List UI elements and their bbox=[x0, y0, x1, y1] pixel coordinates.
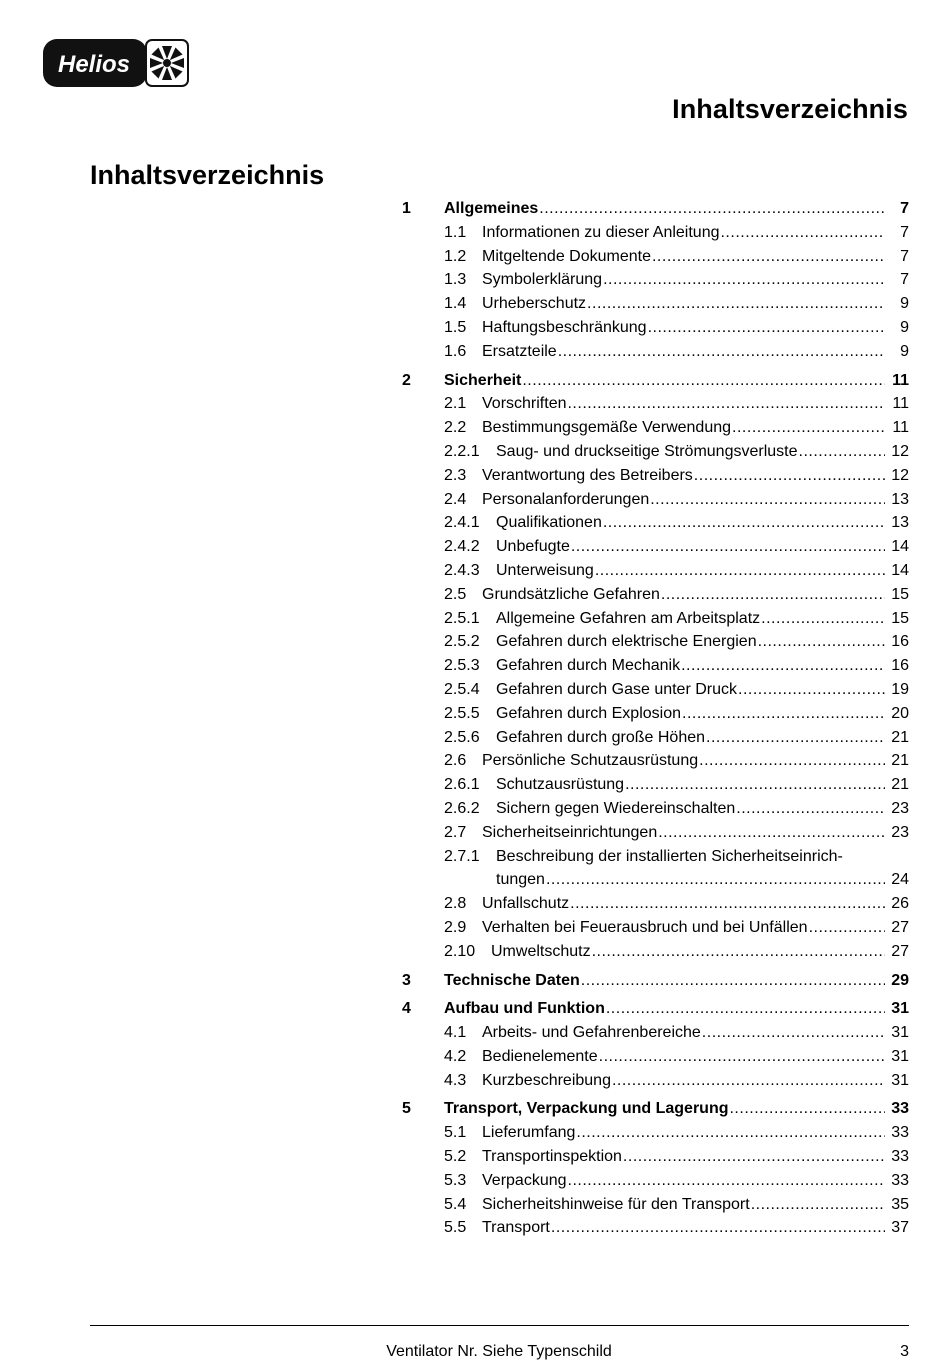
footer-divider bbox=[90, 1325, 909, 1326]
toc-leader-dots bbox=[603, 268, 885, 292]
toc-entry-number: 3 bbox=[402, 971, 411, 989]
toc-entry-label: Gefahren durch Gase unter Druck bbox=[496, 680, 738, 698]
toc-entry-page: 12 bbox=[891, 442, 909, 460]
toc-leader-dots bbox=[681, 654, 885, 678]
toc-entry-page: 13 bbox=[891, 514, 909, 532]
footer-text: Ventilator Nr. Siehe Typenschild bbox=[386, 1343, 612, 1360]
toc-leader-dots bbox=[625, 773, 885, 797]
toc-entry-page: 31 bbox=[891, 1047, 909, 1065]
toc-entry-number: 4.3 bbox=[444, 1071, 467, 1089]
toc-entry-number: 2.5.5 bbox=[444, 704, 480, 722]
toc-entry[interactable] bbox=[402, 997, 909, 1021]
toc-entry[interactable] bbox=[402, 607, 909, 631]
toc-entry-number: 5.1 bbox=[444, 1124, 467, 1142]
toc-leader-dots bbox=[720, 221, 885, 245]
toc-entry-page: 35 bbox=[891, 1195, 909, 1213]
toc-entry-page: 11 bbox=[892, 395, 909, 413]
toc-entry[interactable] bbox=[402, 726, 909, 750]
toc-entry[interactable] bbox=[402, 583, 909, 607]
toc-leader-dots bbox=[522, 369, 885, 393]
toc-entry-page: 16 bbox=[891, 657, 909, 675]
toc-entry-page: 24 bbox=[891, 871, 909, 889]
toc-entry[interactable] bbox=[402, 821, 909, 845]
toc-entry-number: 2.2 bbox=[444, 419, 467, 437]
toc-entry-number: 2.5.4 bbox=[444, 680, 480, 698]
toc-entry-page: 31 bbox=[891, 1024, 909, 1042]
toc-entry-number: 2.9 bbox=[444, 918, 467, 936]
toc-entry-label: Persönliche Schutzausrüstung bbox=[482, 752, 699, 770]
toc-entry-label: Umweltschutz bbox=[491, 942, 591, 960]
toc-entry-page: 33 bbox=[891, 1148, 909, 1166]
toc-entry-number: 4 bbox=[402, 1000, 411, 1018]
toc-entry-label: Urheberschutz bbox=[482, 295, 587, 313]
toc-entry-label: Personalanforderungen bbox=[482, 490, 650, 508]
toc-entry-label: Saug- und druckseitige Strömungsverluste bbox=[496, 442, 798, 460]
toc-entry[interactable] bbox=[402, 559, 909, 583]
toc-entry-label: Informationen zu dieser Anleitung bbox=[482, 223, 720, 241]
toc-entry-number: 2.6.2 bbox=[444, 799, 480, 817]
toc-entry[interactable] bbox=[402, 1216, 909, 1240]
toc-leader-dots bbox=[581, 969, 885, 993]
toc-entry-page: 23 bbox=[891, 823, 909, 841]
toc-entry-number: 2.6 bbox=[444, 752, 467, 770]
toc-entry-label: Grundsätzliche Gefahren bbox=[482, 585, 660, 603]
toc-leader-dots bbox=[603, 511, 885, 535]
toc-entry-number: 5.5 bbox=[444, 1219, 467, 1237]
toc-entry[interactable] bbox=[402, 1193, 909, 1217]
toc-entry-page: 20 bbox=[891, 704, 909, 722]
toc-entry[interactable] bbox=[402, 197, 909, 221]
toc-leader-dots bbox=[732, 416, 885, 440]
helios-logo bbox=[42, 38, 189, 88]
toc-leader-dots bbox=[599, 1045, 885, 1069]
toc-entry-label: Gefahren durch elektrische Energien bbox=[496, 633, 757, 651]
toc-entry-number: 2.8 bbox=[444, 895, 467, 913]
toc-entry-label: Mitgeltende Dokumente bbox=[482, 247, 651, 265]
toc-entry-page: 16 bbox=[891, 633, 909, 651]
toc-entry-number: 5 bbox=[402, 1100, 411, 1118]
toc-entry-label: Unbefugte bbox=[496, 538, 570, 556]
toc-entry[interactable] bbox=[402, 773, 909, 797]
toc-entry[interactable] bbox=[402, 416, 909, 440]
toc-entry-number: 2.10 bbox=[444, 942, 476, 960]
toc-entry-page: 21 bbox=[891, 776, 909, 794]
toc-entry-label: Transport, Verpackung und Lagerung bbox=[444, 1100, 729, 1118]
toc-entry[interactable] bbox=[402, 678, 909, 702]
toc-entry-number: 1 bbox=[402, 200, 411, 217]
toc-entry-label: Verpackung bbox=[482, 1171, 567, 1189]
toc-entry-label: Aufbau und Funktion bbox=[444, 1000, 605, 1018]
footer-page-number: 3 bbox=[900, 1343, 909, 1360]
toc-leader-dots bbox=[571, 535, 885, 559]
toc-entry-page: 9 bbox=[900, 295, 909, 313]
toc-entry-page: 11 bbox=[892, 371, 909, 389]
toc-entry-number: 2.4.2 bbox=[444, 538, 480, 556]
toc-entry-number: 2 bbox=[402, 371, 411, 389]
toc-entry-number: 2.4.3 bbox=[444, 561, 480, 579]
toc-leader-dots bbox=[576, 1121, 885, 1145]
toc-entry-number: 1.5 bbox=[444, 318, 467, 336]
toc-entry-number: 1.6 bbox=[444, 342, 467, 360]
toc-entry-number: 2.7 bbox=[444, 823, 467, 841]
toc-leader-dots bbox=[595, 559, 885, 583]
toc-entry-label: Unterweisung bbox=[496, 561, 594, 579]
toc-entry-label: Haftungsbeschränkung bbox=[482, 318, 647, 336]
toc-entry[interactable] bbox=[402, 392, 909, 416]
toc-entry-label: Gefahren durch Explosion bbox=[496, 704, 681, 722]
toc-entry-label: Allgemeines bbox=[444, 200, 539, 217]
toc-entry-label: Arbeits- und Gefahrenbereiche bbox=[482, 1024, 701, 1042]
toc-entry-page: 27 bbox=[891, 918, 909, 936]
toc-leader-dots bbox=[751, 1193, 885, 1217]
toc-entry-page: 13 bbox=[891, 490, 909, 508]
toc-entry[interactable] bbox=[402, 845, 909, 869]
toc-entry-page: 7 bbox=[900, 223, 909, 241]
toc-entry-label: Transport bbox=[482, 1219, 550, 1237]
toc-entry-number: 5.2 bbox=[444, 1148, 467, 1166]
toc-entry-number: 2.5.1 bbox=[444, 609, 480, 627]
table-of-contents bbox=[402, 197, 909, 1240]
toc-leader-dots bbox=[799, 440, 886, 464]
toc-entry-number: 1.4 bbox=[444, 295, 467, 313]
toc-entry-label: Sichern gegen Wiedereinschalten bbox=[496, 799, 736, 817]
toc-entry[interactable] bbox=[402, 630, 909, 654]
toc-leader-dots bbox=[592, 940, 885, 964]
toc-entry-label: Technische Daten bbox=[444, 971, 580, 989]
toc-leader-dots bbox=[546, 868, 885, 892]
toc-entry[interactable] bbox=[402, 245, 909, 269]
toc-entry-page: 26 bbox=[891, 895, 909, 913]
toc-entry-label-continued: tungen bbox=[496, 871, 545, 889]
toc-entry-page: 15 bbox=[891, 609, 909, 627]
toc-entry-number: 2.6.1 bbox=[444, 776, 480, 794]
toc-leader-dots bbox=[682, 702, 885, 726]
toc-entry-page: 9 bbox=[900, 318, 909, 336]
toc-entry-label: Allgemeine Gefahren am Arbeitsplatz bbox=[496, 609, 761, 627]
toc-entry-number: 1.3 bbox=[444, 271, 467, 289]
toc-entry-page: 31 bbox=[891, 1071, 909, 1089]
toc-entry-page: 14 bbox=[891, 561, 909, 579]
toc-entry[interactable] bbox=[402, 1145, 909, 1169]
toc-entry-label: Kurzbeschreibung bbox=[482, 1071, 611, 1089]
toc-leader-dots bbox=[729, 1097, 885, 1121]
toc-entry-page: 27 bbox=[891, 942, 909, 960]
toc-entry-label: Qualifikationen bbox=[496, 514, 602, 532]
toc-leader-dots bbox=[758, 630, 885, 654]
toc-entry-number: 4.2 bbox=[444, 1047, 467, 1065]
toc-entry[interactable] bbox=[402, 654, 909, 678]
toc-entry-page: 14 bbox=[891, 538, 909, 556]
toc-entry-continuation[interactable] bbox=[402, 868, 909, 892]
toc-entry[interactable] bbox=[402, 940, 909, 964]
toc-entry-number: 2.3 bbox=[444, 466, 467, 484]
toc-leader-dots bbox=[648, 316, 885, 340]
toc-leader-dots bbox=[809, 916, 885, 940]
toc-entry-label: Beschreibung der installierten Sicherheitseinrich- bbox=[496, 847, 843, 865]
toc-entry-number: 2.7.1 bbox=[444, 847, 480, 865]
toc-leader-dots bbox=[761, 607, 885, 631]
toc-entry-number: 5.3 bbox=[444, 1171, 467, 1189]
toc-entry-number: 1.1 bbox=[444, 223, 467, 241]
toc-entry-label: Schutzausrüstung bbox=[496, 776, 625, 794]
toc-entry-number: 2.5.6 bbox=[444, 728, 480, 746]
toc-entry-page: 9 bbox=[900, 342, 909, 360]
toc-entry-number: 2.4.1 bbox=[444, 514, 480, 532]
toc-entry-label: Bedienelemente bbox=[482, 1047, 598, 1065]
toc-entry-page: 33 bbox=[891, 1124, 909, 1142]
toc-entry-page: 15 bbox=[891, 585, 909, 603]
toc-entry-page: 23 bbox=[891, 799, 909, 817]
toc-entry-number: 2.2.1 bbox=[444, 442, 480, 460]
header-title: Inhaltsverzeichnis bbox=[672, 94, 908, 124]
toc-leader-dots bbox=[570, 892, 885, 916]
toc-entry-number: 2.1 bbox=[444, 395, 467, 413]
toc-entry-number: 5.4 bbox=[444, 1195, 467, 1213]
toc-entry[interactable] bbox=[402, 797, 909, 821]
toc-entry-label: Verhalten bei Feuerausbruch und bei Unfällen bbox=[482, 918, 808, 936]
toc-leader-dots bbox=[623, 1145, 885, 1169]
toc-entry[interactable] bbox=[402, 511, 909, 535]
toc-entry[interactable] bbox=[402, 268, 909, 292]
helios-logo-graphic bbox=[42, 38, 189, 88]
toc-entry-page: 37 bbox=[891, 1219, 909, 1237]
toc-entry[interactable] bbox=[402, 440, 909, 464]
toc-entry-label: Sicherheitseinrichtungen bbox=[482, 823, 658, 841]
toc-entry[interactable] bbox=[402, 969, 909, 993]
toc-entry-label: Sicherheitshinweise für den Transport bbox=[482, 1195, 750, 1213]
toc-leader-dots bbox=[699, 749, 885, 773]
toc-leader-dots bbox=[551, 1216, 885, 1240]
toc-leader-dots bbox=[694, 464, 885, 488]
toc-entry-page: 31 bbox=[891, 1000, 909, 1018]
toc-entry-label: Vorschriften bbox=[482, 395, 567, 413]
toc-leader-dots bbox=[558, 340, 885, 364]
toc-leader-dots bbox=[587, 292, 885, 316]
toc-entry[interactable] bbox=[402, 1097, 909, 1121]
toc-entry-page: 19 bbox=[891, 680, 909, 698]
toc-entry-number: 4.1 bbox=[444, 1024, 467, 1042]
toc-entry-label: Bestimmungsgemäße Verwendung bbox=[482, 419, 732, 437]
toc-entry[interactable] bbox=[402, 702, 909, 726]
toc-entry-number: 1.2 bbox=[444, 247, 467, 265]
toc-entry[interactable] bbox=[402, 1069, 909, 1093]
toc-entry[interactable] bbox=[402, 1169, 909, 1193]
toc-leader-dots bbox=[702, 1021, 885, 1045]
toc-leader-dots bbox=[539, 197, 885, 221]
toc-entry-number: 2.5 bbox=[444, 585, 467, 603]
svg-text:Helios: Helios bbox=[57, 51, 131, 78]
toc-entry[interactable] bbox=[402, 916, 909, 940]
toc-leader-dots bbox=[650, 488, 885, 512]
toc-entry-page: 29 bbox=[891, 971, 909, 989]
toc-entry-page: 33 bbox=[891, 1100, 909, 1118]
toc-leader-dots bbox=[652, 245, 885, 269]
toc-leader-dots bbox=[612, 1069, 885, 1093]
toc-entry-page: 12 bbox=[891, 466, 909, 484]
toc-leader-dots bbox=[567, 392, 885, 416]
toc-entry[interactable] bbox=[402, 488, 909, 512]
toc-entry-number: 2.5.2 bbox=[444, 633, 480, 651]
toc-entry[interactable] bbox=[402, 749, 909, 773]
toc-entry[interactable] bbox=[402, 1021, 909, 1045]
toc-entry-number: 2.5.3 bbox=[444, 657, 480, 675]
toc-entry-label: Sicherheit bbox=[444, 371, 522, 389]
toc-entry[interactable] bbox=[402, 1121, 909, 1145]
toc-entry-page: 21 bbox=[891, 752, 909, 770]
toc-leader-dots bbox=[606, 997, 885, 1021]
toc-entry[interactable] bbox=[402, 1045, 909, 1069]
toc-entry-page: 11 bbox=[892, 419, 909, 437]
toc-leader-dots bbox=[738, 678, 885, 702]
toc-entry-page: 21 bbox=[891, 728, 909, 746]
toc-entry[interactable] bbox=[402, 369, 909, 393]
section-title: Inhaltsverzeichnis bbox=[90, 160, 325, 190]
toc-entry-label: Gefahren durch Mechanik bbox=[496, 657, 681, 675]
toc-entry[interactable] bbox=[402, 892, 909, 916]
toc-entry-label: Symbolerklärung bbox=[482, 271, 603, 289]
toc-entry[interactable] bbox=[402, 535, 909, 559]
toc-entry-page: 33 bbox=[891, 1171, 909, 1189]
toc-leader-dots bbox=[568, 1169, 885, 1193]
toc-leader-dots bbox=[661, 583, 885, 607]
toc-entry[interactable] bbox=[402, 316, 909, 340]
toc-leader-dots bbox=[706, 726, 885, 750]
toc-entry-page: 7 bbox=[900, 247, 909, 265]
toc-entry-label: Transportinspektion bbox=[482, 1148, 622, 1166]
toc-leader-dots bbox=[736, 797, 885, 821]
toc-entry[interactable] bbox=[402, 221, 909, 245]
toc-entry-label: Lieferumfang bbox=[482, 1124, 576, 1142]
toc-entry-label: Ersatzteile bbox=[482, 342, 557, 360]
toc-entry[interactable] bbox=[402, 340, 909, 364]
toc-entry-label: Unfallschutz bbox=[482, 895, 570, 913]
toc-entry-label: Gefahren durch große Höhen bbox=[496, 728, 706, 746]
toc-entry-page: 7 bbox=[900, 200, 909, 217]
toc-entry[interactable] bbox=[402, 464, 909, 488]
toc-entry[interactable] bbox=[402, 292, 909, 316]
toc-entry-label: Verantwortung des Betreibers bbox=[482, 466, 693, 484]
toc-entry-page: 7 bbox=[900, 271, 909, 289]
toc-entry-number: 2.4 bbox=[444, 490, 467, 508]
toc-leader-dots bbox=[658, 821, 885, 845]
